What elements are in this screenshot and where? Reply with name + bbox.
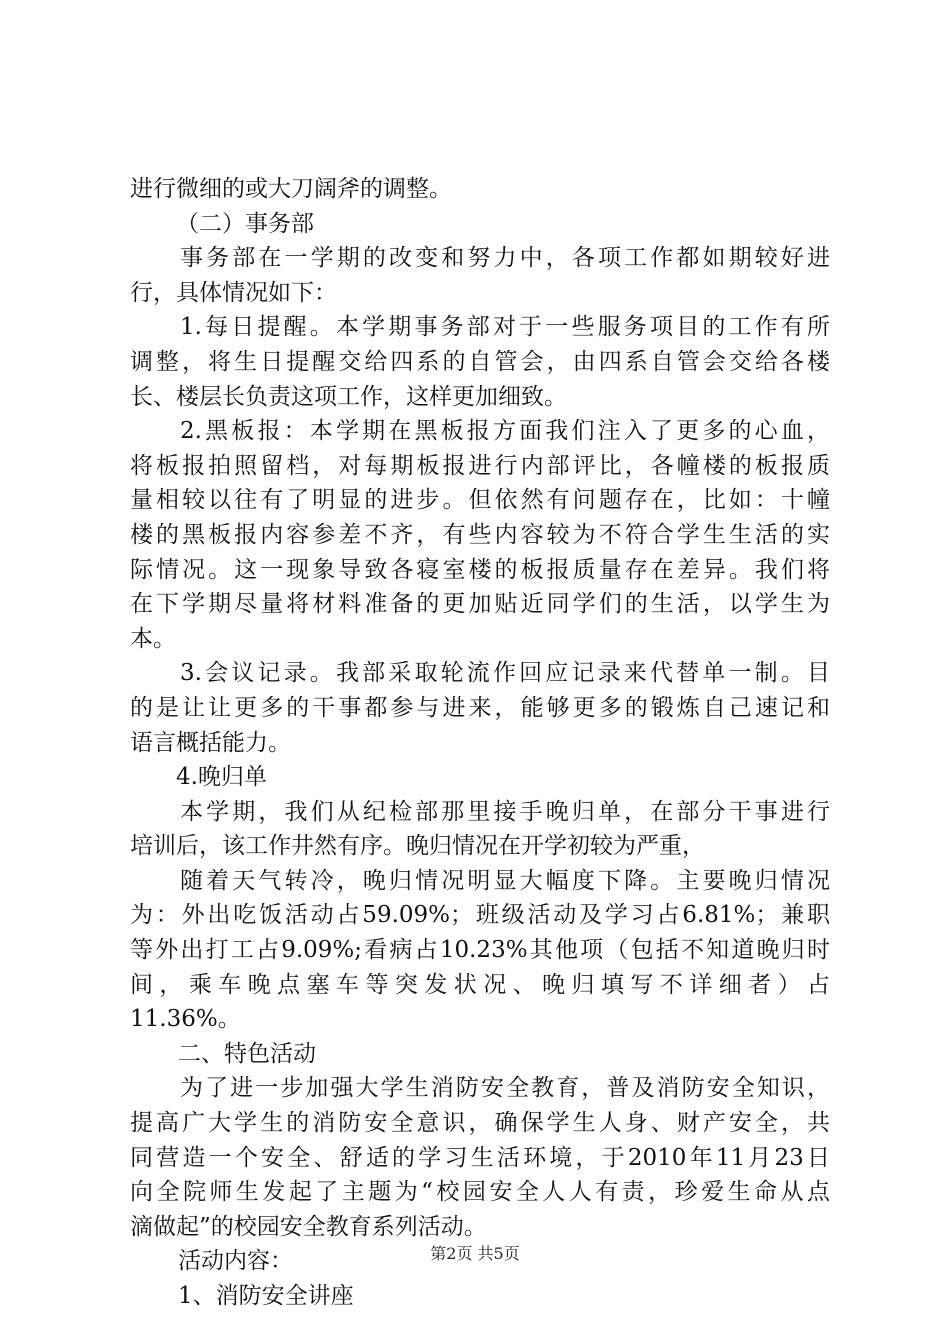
page-number-footer: 第2页 共5页 (430, 1244, 520, 1263)
text-line: 的是让让更多的干事都参与进来，能够更多的锻炼自己速记和 (130, 694, 830, 721)
text-line: 滴做起”的校园安全教育系列活动。 (130, 1213, 487, 1240)
text-line: 1.每日提醒。本学期事务部对于一些服务项目的工作有所 (180, 314, 830, 341)
text-line: 培训后，该工作井然有序。晚归情况在开学初较为严重， (130, 833, 705, 860)
text-line: 事务部在一学期的改变和努力中，各项工作都如期较好进 (180, 245, 830, 272)
text-line: 11.36%。 (130, 1006, 241, 1033)
document-body (130, 172, 830, 1314)
text-line: 3.会议记录。我部采取轮流作回应记录来代替单一制。目 (180, 660, 830, 687)
subsection-heading: 4.晚归单 (176, 764, 267, 791)
text-line: 提高广大学生的消防安全意识，确保学生人身、财产安全，共 (130, 1110, 830, 1137)
text-line: 向全院师生发起了主题为“校园安全人人有责，珍爱生命从点 (130, 1179, 830, 1206)
text-line: 为：外出吃饭活动占59.09%；班级活动及学习占6.81%；兼职 (130, 902, 830, 929)
text-line: 同营造一个安全、舒适的学习生活环境，于2010年11月23日 (130, 1144, 830, 1171)
text-line: 进行微细的或大刀阔斧的调整。 (130, 176, 452, 202)
text-line: 活动内容： (178, 1248, 293, 1275)
text-line: 在下学期尽量将材料准备的更加贴近同学们的生活，以学生为 (130, 591, 830, 618)
text-line: 为了进一步加强大学生消防安全教育，普及消防安全知识， (180, 1075, 830, 1102)
text-line: 量相较以往有了明显的进步。但依然有问题存在，比如：十幢 (130, 487, 830, 514)
text-line: 际情况。这一现象导致各寝室楼的板报质量存在差异。我们将 (130, 556, 830, 583)
list-item: 1、消防安全讲座 (178, 1283, 354, 1309)
text-line: 本。 (130, 625, 176, 652)
section-heading: 二、特色活动 (178, 1040, 316, 1067)
text-line: 2.黑板报：本学期在黑板报方面我们注入了更多的心血， (180, 418, 830, 445)
text-line: 语言概括能力。 (130, 729, 291, 756)
text-line: 随着天气转冷，晚归情况明显大幅度下降。主要晚归情况 (180, 867, 830, 894)
text-line: 调整，将生日提醒交给四系的自管会，由四系自管会交给各楼 (130, 348, 830, 375)
text-line: 行，具体情况如下： (130, 279, 337, 306)
text-line: 本学期，我们从纪检部那里接手晚归单，在部分干事进行 (180, 798, 830, 825)
text-line: 间，乘车晚点塞车等突发状况、晚归填写不详细者）占 (130, 971, 830, 998)
text-line: 将板报拍照留档，对每期板报进行内部评比，各幢楼的板报质 (130, 452, 830, 479)
section-heading: （二）事务部 (176, 210, 314, 237)
text-line: 等外出打工占9.09%;看病占10.23%其他项（包括不知道晚归时 (130, 937, 830, 964)
text-line: 长、楼层长负责这项工作，这样更加细致。 (130, 383, 567, 410)
text-line: 楼的黑板报内容参差不齐，有些内容较为不符合学生生活的实 (130, 521, 830, 548)
